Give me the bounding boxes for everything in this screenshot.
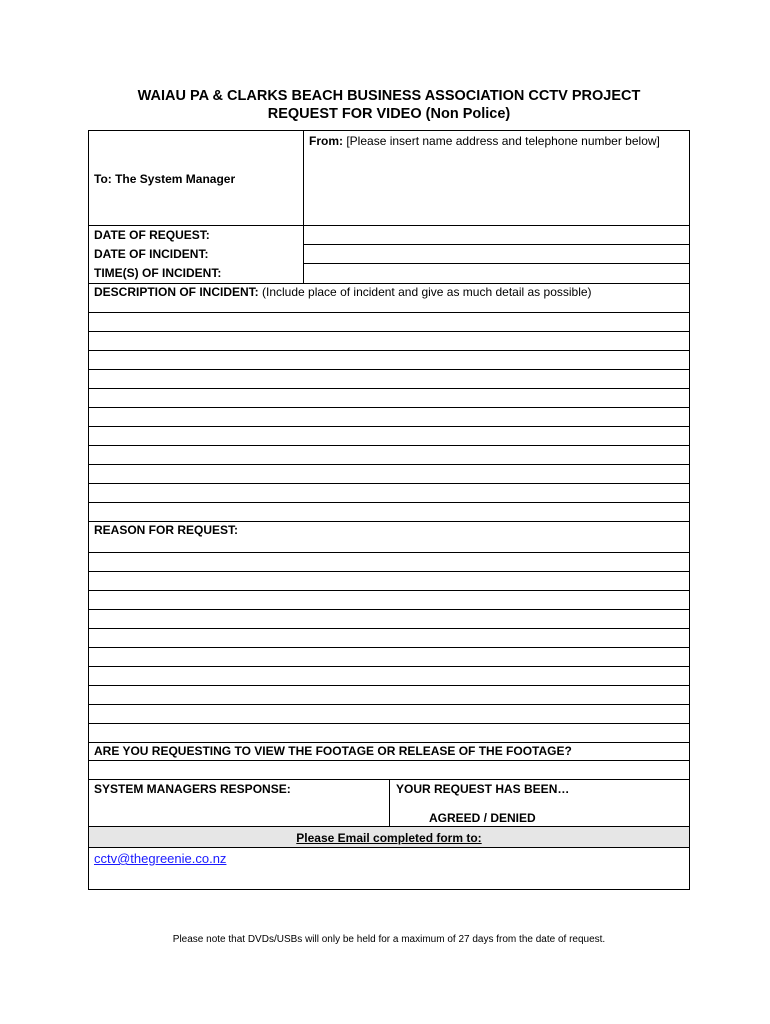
description-line[interactable]: [89, 502, 689, 503]
reason-line[interactable]: [89, 666, 689, 667]
description-label: DESCRIPTION OF INCIDENT:: [94, 285, 259, 299]
row-divider: [89, 225, 689, 226]
view-or-release-question: ARE YOU REQUESTING TO VIEW THE FOOTAGE OR RELEASE OF THE FOOTAGE?: [94, 744, 572, 758]
reason-line[interactable]: [89, 704, 689, 705]
response-divider: [389, 779, 390, 826]
description-line[interactable]: [89, 331, 689, 332]
row-divider: [89, 283, 689, 284]
to-from-divider: [303, 131, 304, 283]
reason-line[interactable]: [89, 590, 689, 591]
row-divider: [89, 847, 689, 848]
reason-line[interactable]: [89, 552, 689, 553]
description-line[interactable]: [89, 445, 689, 446]
reason-line[interactable]: [89, 571, 689, 572]
description-line[interactable]: [89, 483, 689, 484]
email-link[interactable]: cctv@thegreenie.co.nz: [94, 851, 227, 866]
description-line[interactable]: [89, 388, 689, 389]
times-of-incident-label: TIME(S) OF INCIDENT:: [94, 266, 222, 280]
row-divider: [303, 263, 689, 264]
reason-line[interactable]: [89, 742, 689, 743]
description-field[interactable]: [94, 285, 592, 299]
description-line[interactable]: [89, 369, 689, 370]
form-title-line2: REQUEST FOR VIDEO (Non Police): [267, 106, 511, 122]
reason-line[interactable]: [89, 647, 689, 648]
form-title-line1: WAIAU PA & CLARKS BEACH BUSINESS ASSOCIATION CCTV PROJECT: [137, 88, 641, 104]
description-line[interactable]: [89, 464, 689, 465]
row-divider: [89, 826, 689, 827]
description-line[interactable]: [89, 407, 689, 408]
to-label: To: The System Manager: [94, 172, 236, 186]
from-field[interactable]: [309, 134, 660, 148]
description-line[interactable]: [89, 426, 689, 427]
date-of-incident-label: DATE OF INCIDENT:: [94, 247, 209, 261]
date-of-request-label: DATE OF REQUEST:: [94, 228, 210, 242]
answer-line[interactable]: [89, 760, 689, 761]
reason-line[interactable]: [89, 723, 689, 724]
reason-line[interactable]: [89, 609, 689, 610]
system-managers-response-label: SYSTEM MANAGERS RESPONSE:: [94, 782, 291, 796]
row-divider: [303, 244, 689, 245]
email-heading: Please Email completed form to:: [296, 831, 482, 845]
from-hint: [Please insert name address and telephone number below]: [346, 134, 660, 148]
agreed-denied-choice[interactable]: AGREED / DENIED: [429, 811, 536, 825]
footer-note: Please note that DVDs/USBs will only be held for a maximum of 27 days from the date of request.: [172, 934, 606, 945]
reason-label: REASON FOR REQUEST:: [94, 523, 239, 537]
reason-line[interactable]: [89, 628, 689, 629]
description-hint: (Include place of incident and give as much detail as possible): [262, 285, 592, 299]
description-line[interactable]: [89, 350, 689, 351]
request-has-been-label: YOUR REQUEST HAS BEEN…: [396, 782, 570, 796]
description-line[interactable]: [89, 521, 689, 522]
reason-line[interactable]: [89, 685, 689, 686]
from-label: From:: [309, 134, 343, 148]
description-line[interactable]: [89, 312, 689, 313]
video-request-form: [88, 130, 690, 890]
